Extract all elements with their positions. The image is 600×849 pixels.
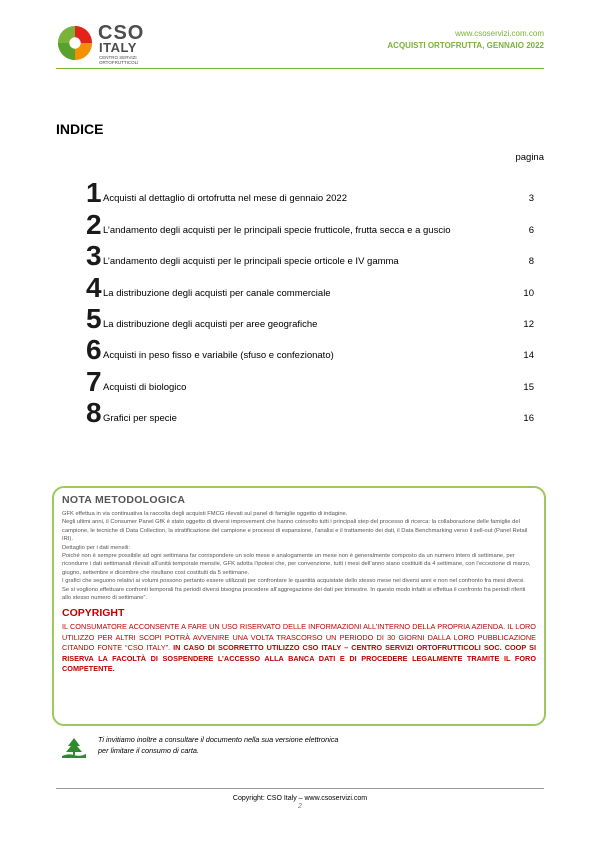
toc-item-number: 5 — [86, 302, 102, 334]
methodology-paragraph: Dettaglio per i dati mensili: — [62, 544, 130, 551]
toc-item-page: 14 — [523, 350, 534, 362]
page-column-header: pagina — [515, 152, 544, 163]
methodology-title: NOTA METODOLOGICA — [62, 494, 186, 506]
copyright-text-normal: IL CONSUMATORE ACCONSENTE A FARE UN USO RISERVATO DELLE INFORMAZIONI ALL’INTERNO DELLA PROPRIA AZIENDA. IL LORO UTILIZZO PER ALTRI SCOPI POTRÀ AVVENIRE UNA VOLTA TRASCORSO UN PERIODO DI 30 GIORNI DALLA LORO PUBBLICAZIONE CITANDO FONTE “CSO ITALY”. — [62, 622, 536, 653]
toc-item[interactable] — [86, 366, 534, 397]
table-of-contents — [86, 178, 534, 429]
header-divider — [56, 68, 544, 69]
logo-tagline: CENTRO SERVIZI ORTOFRUTTICOLI — [99, 55, 139, 65]
toc-item-title: La distribuzione degli acquisti per canale commerciale — [103, 287, 331, 299]
page-number: 2 — [298, 803, 302, 810]
cso-italy-logo — [56, 22, 166, 66]
copyright-title: COPYRIGHT — [62, 607, 125, 620]
toc-item[interactable] — [86, 209, 534, 240]
index-title: INDICE — [56, 121, 104, 137]
toc-item-number: 7 — [86, 365, 102, 397]
cso-logo-mark-icon — [56, 24, 94, 62]
toc-item-page: 16 — [523, 413, 534, 425]
toc-item-title: Acquisti al dettaglio di ortofrutta nel mese di gennaio 2022 — [103, 193, 347, 205]
methodology-paragraph: Negli ultimi anni, il Consumer Panel GfK è stato oggetto di diversi improvement che hanno coinvolto tutti i principali step del processo di ricerca: la collaborazione delle famiglie del campione, le tecniche di Data Collection, la stratificazione del campione e processi di espansione, l’analisi e il trattamento dei dati, il Data Benchmarking verso il sell-out (Panel Retail IRI). — [62, 519, 528, 543]
toc-item-title: L’andamento degli acquisti per le principali specie orticole e IV gamma — [103, 256, 399, 268]
toc-item-number: 8 — [86, 397, 102, 429]
toc-item-number: 3 — [86, 240, 102, 272]
toc-item[interactable] — [86, 241, 534, 272]
methodology-paragraph: I grafici che seguono relativi ai volumi possono pertanto essere utilizzati per confrontare le quantità acquistate dello stesso mese nei diversi anni e non nel confronto fra mesi diversi. — [62, 578, 526, 585]
toc-item-number: 4 — [86, 271, 102, 303]
eco-note — [98, 734, 338, 756]
methodology-paragraph: Se si vogliono effettuare confronti temporali fra periodi diversi bisogna procedere all’aggregazione dei dati per trimestre. In questo modo infatti si effettua il confronto fra periodi riferiti allo stesso numero di settimane”. — [62, 586, 526, 602]
toc-item-number: 6 — [86, 334, 102, 366]
toc-item-title: L’andamento degli acquisti per le principali specie frutticole, frutta secca e a guscio — [103, 224, 451, 236]
methodology-paragraph: Poiché non è sempre possibile ad ogni settimana far corrispondere un solo mese e analogamente un mese non è generalmente composto da un numero intero di settimane, per ricondurre i dati settimanali rilevati all’unità temporale mensile, GFK adotta l’ipotesi che, per convenzione, tutti i mesi dell’anno siano costituiti da 4 settimane, con l’eccezione di marzo, giugno, settembre e dicembre che risultano così costituiti da 5 settimane. — [62, 553, 531, 576]
toc-item-title: Grafici per specie — [103, 413, 177, 425]
header-doc-title: ACQUISTI ORTOFRUTTA, GENNAIO 2022 — [387, 41, 544, 50]
methodology-paragraph: GFK effettua in via continuativa la raccolta degli acquisti FMCG rilevati sul panel di famiglie oggetto di indagine. — [62, 511, 348, 517]
toc-item-page: 8 — [528, 256, 534, 268]
toc-item[interactable] — [86, 398, 534, 429]
logo-subtext: ITALY — [99, 40, 137, 55]
copyright-text-bold: IN CASO DI SCORRETTO UTILIZZO CSO ITALY – CENTRO SERVIZI ORTOFRUTTICOLI SOC. COOP SI RISERVA LA FACOLTÀ DI SOSPENDERE L’ACCESSO ALLA BANCA DATI E DI PROCEDERE LEGALMENTE TRAMITE IL FORO COMPETENTE. — [62, 643, 537, 674]
tree-landscape-icon — [62, 736, 86, 758]
footer-copyright: Copyright: CSO Italy – www.csoservizi.com — [232, 795, 368, 802]
header-website[interactable]: www.csoservizi.com.com — [455, 29, 544, 38]
toc-item-title: La distribuzione degli acquisti per aree geografiche — [103, 318, 318, 330]
toc-item[interactable] — [86, 304, 534, 335]
toc-item-page: 3 — [528, 193, 534, 205]
footer-divider — [56, 788, 544, 789]
toc-item-number: 1 — [86, 177, 102, 209]
toc-item-page: 12 — [523, 318, 534, 330]
logo-text: CSO — [98, 22, 145, 44]
toc-item[interactable] — [86, 335, 534, 366]
header-info — [387, 28, 544, 52]
eco-note-line1: Ti invitiamo inoltre a consultare il documento nella sua versione elettronica — [98, 735, 339, 744]
eco-note-line2: per limitare il consumo di carta. — [98, 746, 199, 755]
toc-item-page: 10 — [523, 287, 534, 299]
toc-item-page: 15 — [523, 381, 534, 393]
methodology-box — [52, 486, 546, 726]
toc-item-page: 6 — [528, 224, 534, 236]
toc-item-title: Acquisti in peso fisso e variabile (sfuso e confezionato) — [103, 350, 334, 362]
toc-item-number: 2 — [86, 208, 102, 240]
toc-item-title: Acquisti di biologico — [103, 381, 187, 393]
copyright-text — [62, 622, 536, 675]
toc-item[interactable] — [86, 272, 534, 303]
toc-item[interactable] — [86, 178, 534, 209]
